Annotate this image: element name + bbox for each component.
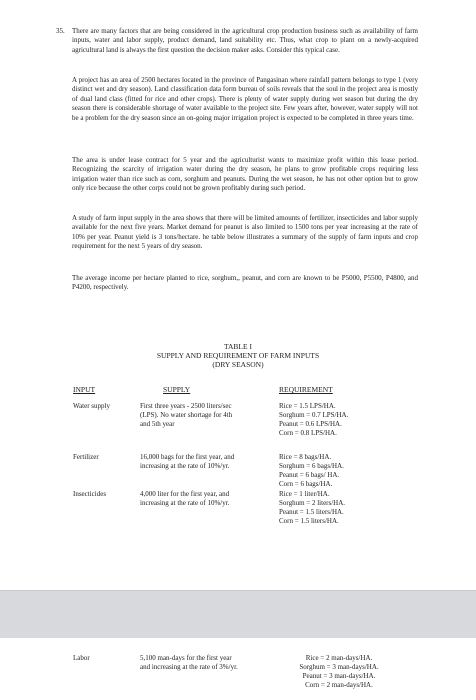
page-gap-band — [0, 590, 476, 639]
paragraph-lease: The area is under lease contract for 5 year and the agriculturist wants to maximize profit within this lease period. Recognizing the scarcity of irrigation water during the dry season, he plans to grow profitable crops requiring less irrigation water than rice such as corn, sorghum and peanuts. During the wet season, he has not other option but to grow only rice because the other corps could not be grown profitably during such period. — [72, 156, 418, 193]
row-insecticides-requirement — [279, 490, 399, 526]
requirement-line: Corn = 6 bags/HA. — [279, 480, 333, 488]
header-requirement: REQUIREMENT — [279, 385, 333, 394]
requirement-line: Peanut = 3 man-days/HA. — [302, 672, 376, 680]
requirement-line: Peanut = 6 bags/ HA. — [279, 471, 340, 479]
row-water-supply — [140, 402, 280, 429]
supply-line: increasing at the rate of 10%/yr. — [140, 499, 230, 507]
paragraph-study: A study of farm input supply in the area shows that there will be limited amounts of fertilizer, insecticides and labor supply available for the next five years. Market demand for peanut is also limited to 1500 tons per year increasing at the rate of 10% per year. Peanut yield is 3 tons/hectare. he table below illustrates a summary of the supply of farm inputs and crop requirement for the next 5 years of dry season. — [72, 214, 418, 251]
row-water-requirement — [279, 402, 399, 438]
row-labor-requirement — [279, 654, 399, 690]
requirement-line: Rice = 8 bags/HA. — [279, 453, 332, 461]
header-supply: SUPPLY — [163, 385, 191, 394]
requirement-line: Rice = 1.5 LPS/HA. — [279, 402, 336, 410]
paragraph-intro: There are many factors that are being considered in the agricultural crop production business such as availability of farm inputs, water and labor supply, product demand, land suitability etc. Thus, what crop to plant on a newly-acquired agricultural land is always the first question the decision maker asks. Consider this typical case. — [72, 27, 418, 54]
table-title: TABLE I — [224, 342, 252, 351]
row-insecticides-label: Insecticides — [73, 490, 107, 498]
row-fertilizer-requirement — [279, 453, 399, 489]
row-fertilizer-supply — [140, 453, 280, 471]
paragraph-project: A project has an area of 2500 hectares located in the province of Pangasinan where rainfall pattern belongs to type 1 (very distinct wet and dry season). Land classification data form bureau of soils reveals that the soul in the project area is mostly of dual land class (fitted for rice and other crops). There is plenty of water supply during wet season but during the dry season there is considerable shortage of water available to the project site. Few years after, however, water supply will not be a problem for the dry season since an on-going major irrigation project is expected to be completed in three years time. — [72, 76, 418, 122]
requirement-line: Sorghum = 0.7 LPS/HA. — [279, 411, 349, 419]
supply-line: 16,000 bags for the first year, and — [140, 453, 235, 461]
supply-line: (LPS). No water shortage for 4th — [140, 411, 233, 419]
requirement-line: Rice = 1 liter/HA. — [279, 490, 330, 498]
requirement-line: Corn = 1.5 liters/HA. — [279, 517, 339, 525]
table-subtitle: SUPPLY AND REQUIREMENT OF FARM INPUTS — [156, 351, 320, 360]
requirement-line: Peanut = 1.5 liters/HA. — [279, 508, 344, 516]
supply-line: 5,100 man-days for the first year — [140, 654, 232, 662]
row-fertilizer-label: Fertilizer — [73, 453, 99, 461]
paragraph-income: The average income per hectare planted to rice, sorghum,, peanut, and corn are known to be P5000, P5500, P4800, and P4200, respectively. — [72, 274, 418, 292]
requirement-line: Peanut = 0.6 LPS/HA. — [279, 420, 342, 428]
requirement-line: Corn = 2 man-days/HA. — [305, 681, 373, 689]
supply-line: 4,000 liter for the first year, and — [140, 490, 230, 498]
requirement-line: Sorghum = 2 liters/HA. — [279, 499, 346, 507]
requirement-line: Rice = 2 man-days/HA. — [305, 654, 373, 662]
requirement-line: Corn = 0.8 LPS/HA. — [279, 429, 337, 437]
row-labor-supply — [140, 654, 280, 672]
requirement-line: Sorghum = 3 man-days/HA. — [299, 663, 379, 671]
document-page-continued — [0, 638, 476, 700]
row-insecticides-supply — [140, 490, 280, 508]
supply-line: and 5th year — [140, 420, 175, 428]
question-number: 35. — [56, 27, 65, 35]
supply-line: First three years - 2500 liters/sec — [140, 402, 232, 410]
row-water-label: Water supply — [73, 402, 110, 410]
table-season: (DRY SEASON) — [212, 360, 264, 369]
requirement-line: Sorghum = 6 bags/HA. — [279, 462, 344, 470]
supply-line: and increasing at the rate of 3%/yr. — [140, 663, 238, 671]
header-input: INPUT — [73, 385, 96, 394]
row-labor-label: Labor — [73, 654, 90, 662]
supply-line: increasing at the rate of 10%/yr. — [140, 462, 230, 470]
